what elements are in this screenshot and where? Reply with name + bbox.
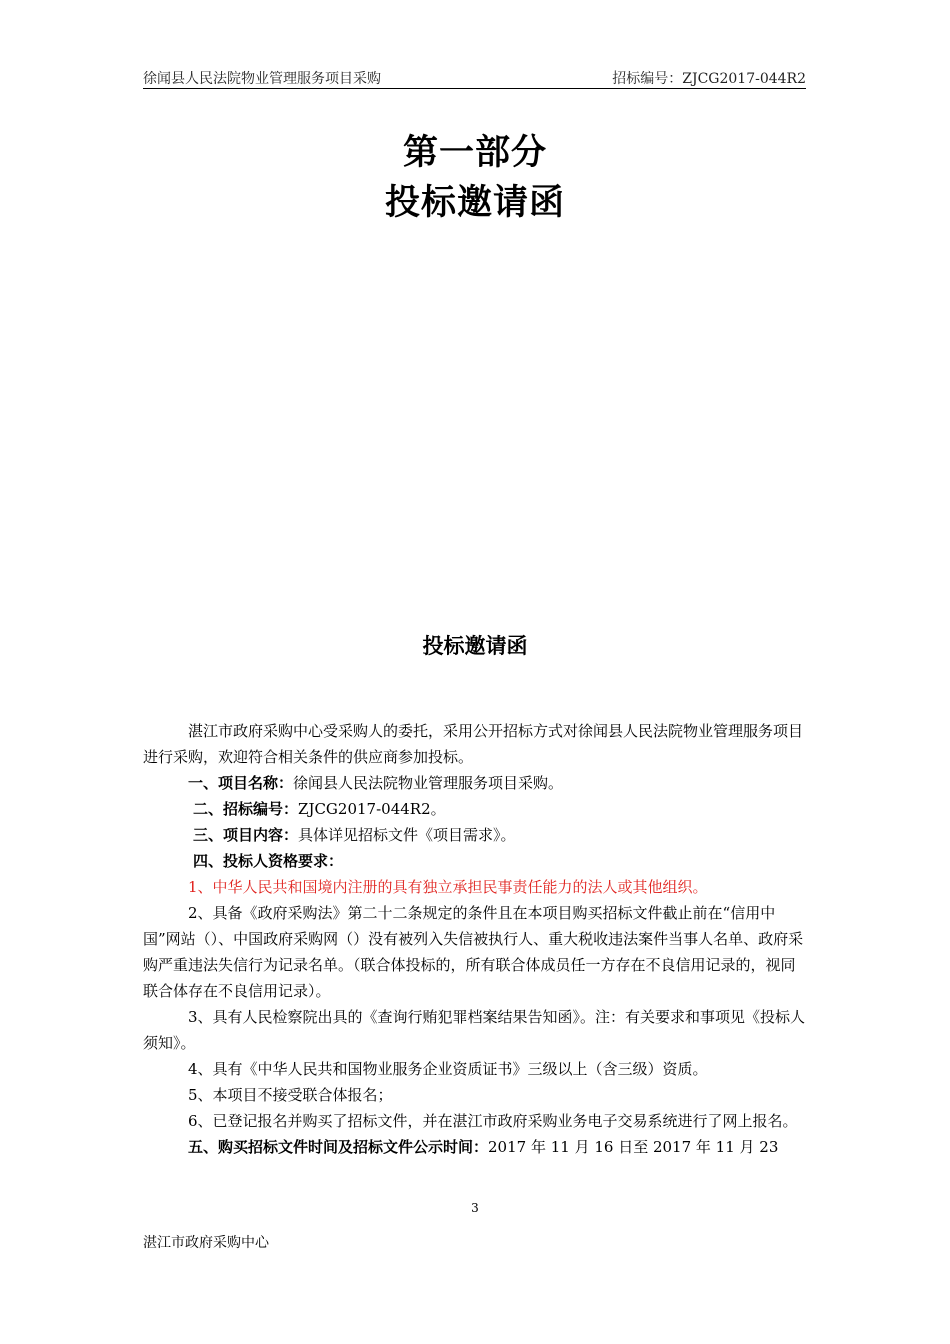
page-header [143, 66, 806, 89]
item3-label: 三、项目内容： [193, 826, 299, 844]
invitation-body [143, 718, 807, 1160]
item-project-content [143, 822, 807, 848]
header-tender-number: 招标编号：ZJCG2017-044R2 [612, 71, 806, 87]
requirement-6: 6、已登记报名并购买了招标文件，并在湛江市政府采购业务电子交易系统进行了网上报名。 [188, 1112, 798, 1130]
page-footer: 湛江市政府采购中心 [143, 1235, 269, 1251]
page-number: 3 [471, 1201, 479, 1215]
item2-label: 二、招标编号： [193, 800, 299, 818]
item5-value: 2017 年 11 月 16 日至 2017 年 11 月 23 [488, 1138, 779, 1156]
header-project-name: 徐闻县人民法院物业管理服务项目采购 [143, 71, 381, 87]
requirement-4: 4、具有《中华人民共和国物业服务企业资质证书》三级以上（含三级）资质。 [188, 1060, 708, 1078]
item-purchase-time [143, 1134, 807, 1160]
item5-label: 五、购买招标文件时间及招标文件公示时间： [188, 1138, 489, 1156]
item-project-name [143, 770, 807, 796]
requirement-5: 5、本项目不接受联合体报名； [188, 1086, 393, 1104]
item-tender-number [143, 796, 807, 822]
item2-value: ZJCG2017-044R2。 [298, 800, 446, 818]
part-subtitle: 投标邀请函 [384, 182, 565, 223]
section-title: 投标邀请函 [422, 633, 528, 658]
intro-paragraph: 湛江市政府采购中心受采购人的委托，采用公开招标方式对徐闻县人民法院物业管理服务项目进行采购，欢迎符合相关条件的供应商参加投标。 [143, 722, 804, 766]
requirement-3: 3、具有人民检察院出具的《查询行贿犯罪档案结果告知函》。注：有关要求和事项见《投标人须知》。 [143, 1008, 806, 1052]
item3-value: 具体详见招标文件《项目需求》。 [298, 826, 516, 844]
part-title: 第一部分 [402, 132, 547, 173]
item1-value: 徐闻县人民法院物业管理服务项目采购。 [293, 774, 564, 792]
requirement-2: 2、具备《政府采购法》第二十二条规定的条件且在本项目购买招标文件截止前在“信用中国”网站（）、中国政府采购网（）没有被列入失信被执行人、重大税收违法案件当事人名单、政府采购严重违法失信行为记录名单。（联合体投标的，所有联合体成员任一方存在不良信用记录的，视同联合体存在不良信用记录）。 [143, 904, 804, 1000]
requirement-1: 1、中华人民共和国境内注册的具有独立承担民事责任能力的法人或其他组织。 [188, 878, 708, 896]
item-qualification-heading [143, 848, 807, 874]
item1-label: 一、项目名称： [188, 774, 294, 792]
item4-label: 四、投标人资格要求： [193, 852, 344, 870]
